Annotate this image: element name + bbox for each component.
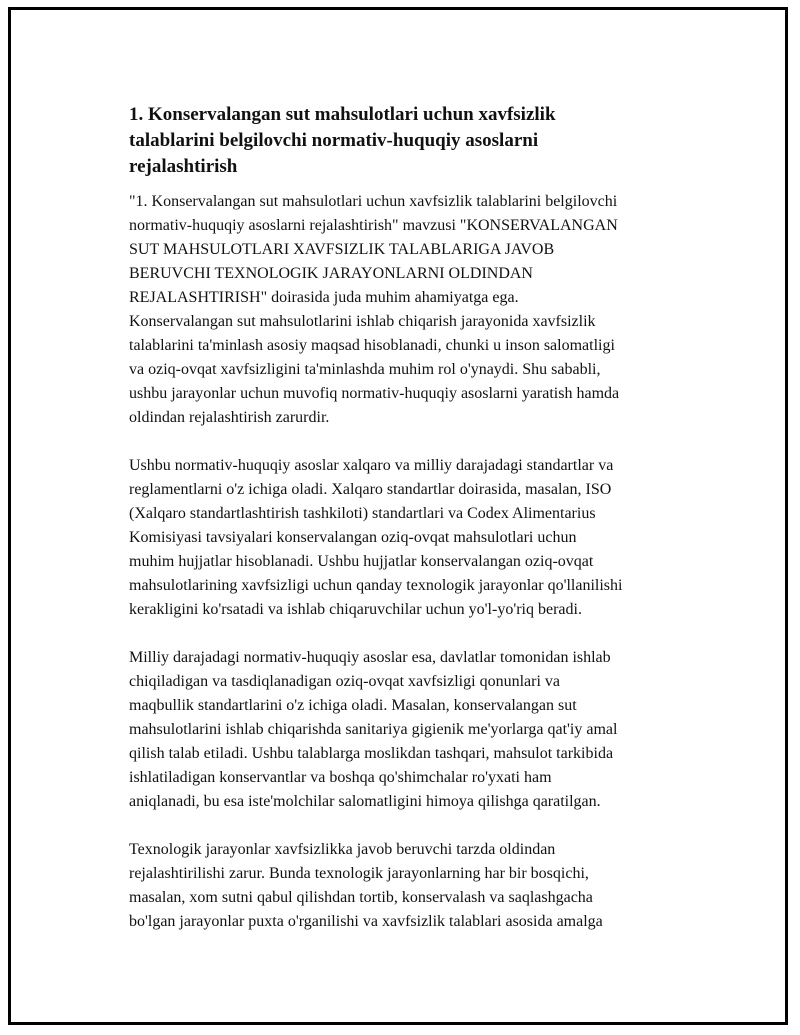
paragraph-national-standards: Milliy darajadagi normativ-huquqiy asoslar esa, davlatlar tomonidan ishlab chiqiladigan va tasdiqlanadigan oziq-ovqat xavfsizligi qonunlari va maqbullik standartlarini o'z ichiga oladi. Masalan, konservalangan sut mahsulotlarini ishlab chiqarishda sanitariya gigienik me'yorlarga qat'iy amal qilish talab etiladi. Ushbu talablarga moslikdan tashqari, mahsulot tarkibida ishlatiladigan konservantlar va boshqa qo'shimchalar ro'yxati ham aniqlanadi, bu esa iste'molchilar salomatligini himoya qilishga qaratilgan. (129, 649, 618, 810)
paragraph-intro: "1. Konservalangan sut mahsulotlari uchun xavfsizlik talablarini belgilovchi normativ-huquqiy asoslarni rejalashtirish" mavzusi "KONSERVALANGAN SUT MAHSULOTLARI XAVFSIZLIK TALABLARIGA JAVOB BERUVCHI TEXNOLOGIK JARAYONLARNI OLDINDAN REJALASHTIRISH" doirasida juda muhim ahamiyatga ega. Konservalangan sut mahsulotlarini ishlab chiqarish jarayonida xavfsizlik talablarini ta'minlash asosiy maqsad hisoblanadi, chunki u inson salomatligi va oziq-ovqat xavfsizligini ta'minlashda muhim rol o'ynaydi. Shu sababli, ushbu jarayonlar uchun muvofiq normativ-huquqiy asoslarni yaratish hamda oldindan rejalashtirish zarurdir. (129, 193, 620, 426)
paragraph-process-planning: Texnologik jarayonlar xavfsizlikka javob beruvchi tarzda oldindan rejalashtirilishi zarur. Bunda texnologik jarayonlarning har bir bosqichi, masalan, xom sutni qabul qilishdan tortib, konservalash va saqlashgacha bo'lgan jarayonlar puxta o'rganilishi va xavfsizlik talablari asosida amalga (129, 841, 603, 930)
document-body (129, 102, 701, 958)
section-heading: 1. Konservalangan sut mahsulotlari uchun xavfsizlik talablarini belgilovchi normativ-huquqiy asoslarni rejalashtirish (129, 104, 556, 177)
paragraph-international-standards: Ushbu normativ-huquqiy asoslar xalqaro va milliy darajadagi standartlar va reglamentlarni o'z ichiga oladi. Xalqaro standartlar doirasida, masalan, ISO (Xalqaro standartlashtirish tashkiloti) standartlari va Codex Alimentarius Komisiyasi tavsiyalari konservalangan oziq-ovqat mahsulotlari uchun muhim hujjatlar hisoblanadi. Ushbu hujjatlar konservalangan oziq-ovqat mahsulotlarining xavfsizligi uchun qanday texnologik jarayonlar qo'llanilishi kerakligini ko'rsatadi va ishlab chiqaruvchilar uchun yo'l-yo'riq beradi. (129, 457, 623, 618)
document-page (8, 7, 788, 1025)
